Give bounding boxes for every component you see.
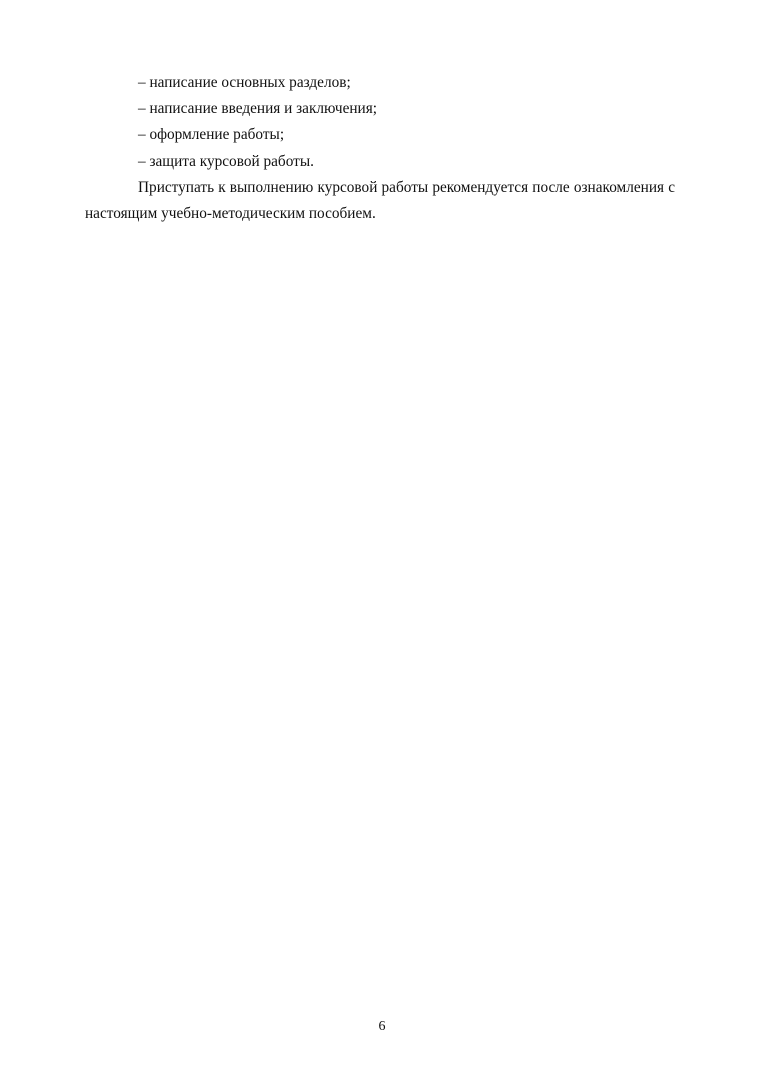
page-number: 6 bbox=[378, 1019, 386, 1034]
list-item: – написание основных разделов; bbox=[138, 74, 351, 91]
list-item: – написание введения и заключения; bbox=[138, 100, 378, 118]
body-paragraph: Приступать к выполнению курсовой работы рекомендуется после ознакомления с настоящим учебно-методическим пособием. bbox=[85, 178, 675, 223]
page-body bbox=[85, 70, 675, 227]
list-item: – защита курсовой работы. bbox=[138, 152, 314, 170]
task-list bbox=[85, 70, 675, 175]
list-item: – оформление работы; bbox=[138, 126, 285, 144]
